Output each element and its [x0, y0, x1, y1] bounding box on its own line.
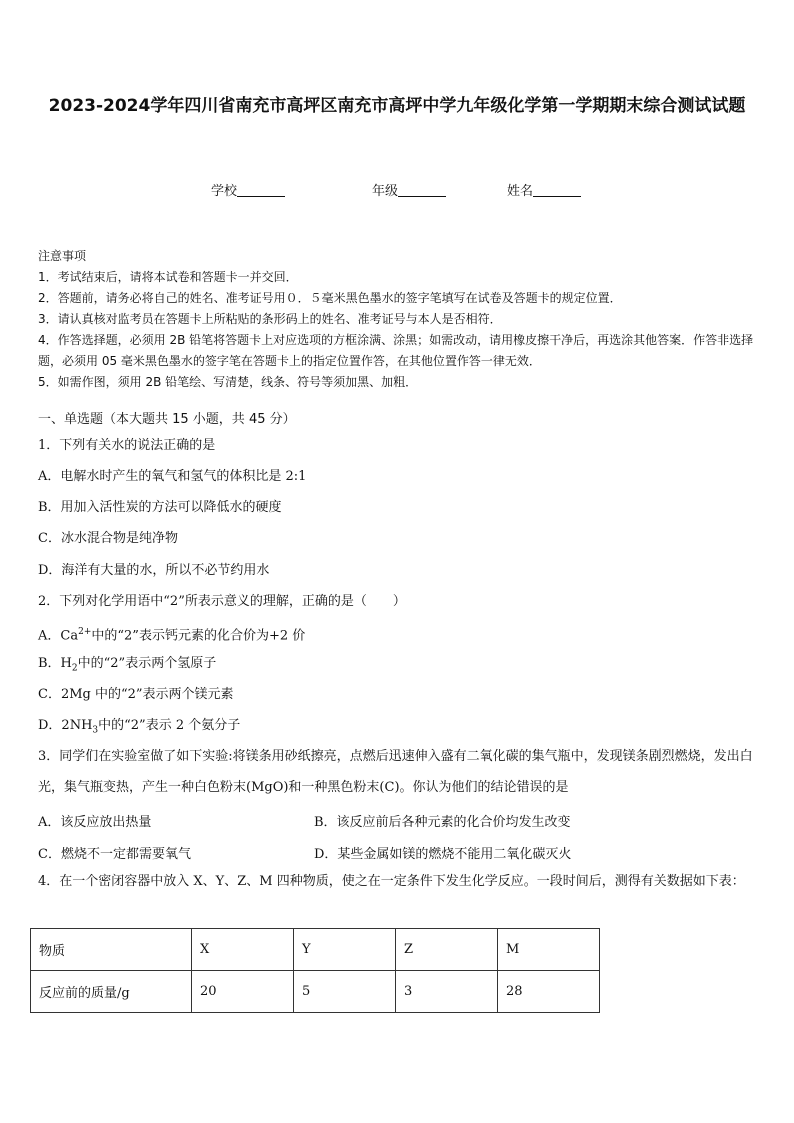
name-field: [507, 180, 581, 199]
q2-b-post: 中的“2”表示两个氢原子: [77, 656, 217, 671]
q1-option-c: C．冰水混合物是纯净物: [38, 531, 178, 546]
data-table: [30, 928, 600, 1013]
page-title: 2023-2024学年四川省南充市高坪区南充市高坪中学九年级化学第一学期期末综合测试试题: [48, 96, 746, 116]
table-cell: X: [192, 929, 294, 971]
q2-a-pre: A．Ca: [38, 628, 79, 644]
notice-block: [38, 246, 760, 393]
q2-d-sub: 3: [92, 725, 99, 736]
q2-d-pre: D．2NH: [38, 718, 93, 733]
q3-option-b: B．该反应前后各种元素的化合价均发生改变: [314, 815, 571, 830]
grade-field: [372, 180, 446, 199]
student-info: [0, 180, 794, 200]
school-field: [211, 180, 285, 199]
notice-item: 5．如需作图，须用 2B 铅笔绘、写清楚，线条、符号等须加黑、加粗．: [38, 375, 418, 389]
table-cell: Y: [294, 929, 396, 971]
table-cell: Z: [396, 929, 498, 971]
table-cell: 3: [396, 971, 498, 1013]
q1-option-a: A．电解水时产生的氧气和氢气的体积比是 2:1: [38, 469, 307, 484]
table-cell: 反应前的质量/g: [31, 971, 192, 1013]
q2-option-a: [38, 617, 305, 651]
table-cell: 5: [294, 971, 396, 1013]
q3-option-a: A．该反应放出热量: [38, 815, 152, 830]
notice-item: 4．作答选择题，必须用 2B 铅笔将答题卡上对应选项的方框涂满、涂黑；如需改动，请用橡皮擦干净后，再选涂其他答案．作答非选择题，必须用 05 毫米黑色墨水的签字笔在答题卡上的指定位置作答，在其他位置作答一律无效．: [38, 333, 754, 368]
table-header-row: [31, 929, 600, 971]
table-row: [31, 971, 600, 1013]
q1-option-b: B．用加入活性炭的方法可以降低水的硬度: [38, 500, 282, 515]
q2-b-pre: B．H: [38, 656, 72, 671]
name-blank: [533, 182, 581, 197]
question-1-stem: 1．下列有关水的说法正确的是: [38, 438, 216, 453]
table-cell: 20: [192, 971, 294, 1013]
question-2-stem: 2．下列对化学用语中“2”所表示意义的理解，正确的是（ ）: [38, 594, 406, 609]
section-title: 一、单选题（本大题共 15 小题，共 45 分）: [38, 412, 296, 427]
question-3-stem: 3．同学们在实验室做了如下实验:将镁条用砂纸擦亮，点燃后迅速伸入盛有二氧化碳的集气瓶中，发现镁条剧烈燃烧，发出白光，集气瓶变热，产生一种白色粉末(MgO)和一种黑色粉末(C)。你认为他们的结论错误的是: [38, 749, 753, 795]
school-blank: [237, 182, 285, 197]
q2-a-sup: 2+: [78, 627, 92, 637]
q2-a-post: 中的“2”表示钙元素的化合价为+2 价: [91, 628, 306, 644]
grade-blank: [398, 182, 446, 197]
question-4-stem: 4．在一个密闭容器中放入 X、Y、Z、M 四种物质，使之在一定条件下发生化学反应。一段时间后，测得有关数据如下表：: [38, 874, 745, 889]
notice-item: 1．考试结束后，请将本试卷和答题卡一并交回．: [38, 270, 298, 284]
table-cell: M: [498, 929, 600, 971]
grade-label: 年级: [372, 184, 399, 199]
q3-option-c: C．燃烧不一定都需要氧气: [38, 847, 191, 862]
q2-d-post: 中的“2”表示 2 个氨分子: [98, 718, 241, 733]
notice-item: 2．答题前，请务必将自己的姓名、准考证号用０．５毫米黑色墨水的签字笔填写在试卷及答题卡的规定位置．: [38, 291, 622, 305]
notice-heading: 注意事项: [38, 249, 87, 263]
name-label: 姓名: [507, 184, 534, 199]
q1-option-d: D．海洋有大量的水，所以不必节约用水: [38, 563, 270, 578]
school-label: 学校: [211, 184, 238, 199]
notice-item: 3．请认真核对监考员在答题卡上所粘贴的条形码上的姓名、准考证号与本人是否相符．: [38, 312, 502, 326]
q3-option-d: D．某些金属如镁的燃烧不能用二氧化碳灭火: [314, 847, 572, 862]
q2-b-sub: 2: [71, 663, 78, 674]
q2-option-c: C．2Mg 中的“2”表示两个镁元素: [38, 687, 234, 702]
table-cell: 28: [498, 971, 600, 1013]
table-cell: 物质: [31, 929, 192, 971]
